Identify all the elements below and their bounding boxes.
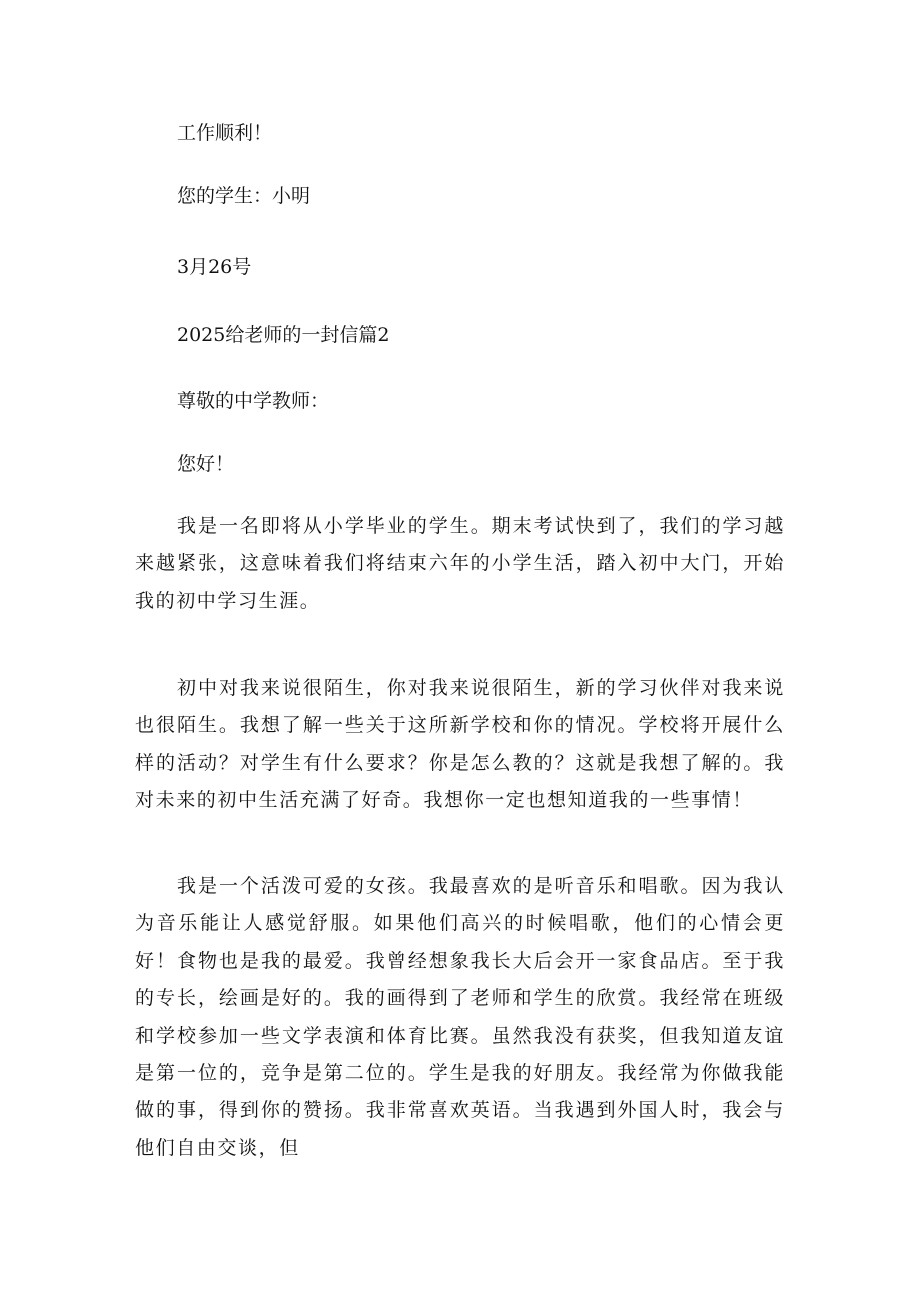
closing-line: 工作顺利！ xyxy=(177,122,273,144)
body-paragraph: 我是一个活泼可爱的女孩。我最喜欢的是听音乐和唱歌。因为我认为音乐能让人感觉舒服。如果他们高兴的时候唱歌，他们的心情会更好！食物也是我的最爱。我曾经想象我长大后会开一家食品店。至于我的专长，绘画是好的。我的画得到了老师和学生的欣赏。我经常在班级和学校参加一些文学表演和体育比赛。虽然我没有获奖，但我知道友谊是第一位的，竞争是第二位的。学生是我的好朋友。我经常为你做我能做的事，得到你的赞扬。我非常喜欢英语。当我遇到外国人时，我会与他们自由交谈，但 xyxy=(135,875,785,1159)
body-paragraph: 初中对我来说很陌生，你对我来说很陌生，新的学习伙伴对我来说也很陌生。我想了解一些关于这所新学校和你的情况。学校将开展什么样的活动？对学生有什么要求？你是怎么教的？这就是我想了解的。我对未来的初中生活充满了好奇。我想你一定也想知道我的一些事情！ xyxy=(135,677,785,812)
section-title: 2025给老师的一封信篇2 xyxy=(177,324,390,346)
greeting-line: 您好！ xyxy=(177,453,235,475)
signature-line: 您的学生：小明 xyxy=(177,185,311,207)
body-paragraph: 我是一名即将从小学毕业的学生。期末考试快到了，我们的学习越来越紧张，这意味着我们将结束六年的小学生活，踏入初中大门，开始我的初中学习生涯。 xyxy=(135,515,785,612)
salutation-line: 尊敬的中学教师： xyxy=(177,390,330,412)
date-line: 3月26号 xyxy=(177,256,252,278)
